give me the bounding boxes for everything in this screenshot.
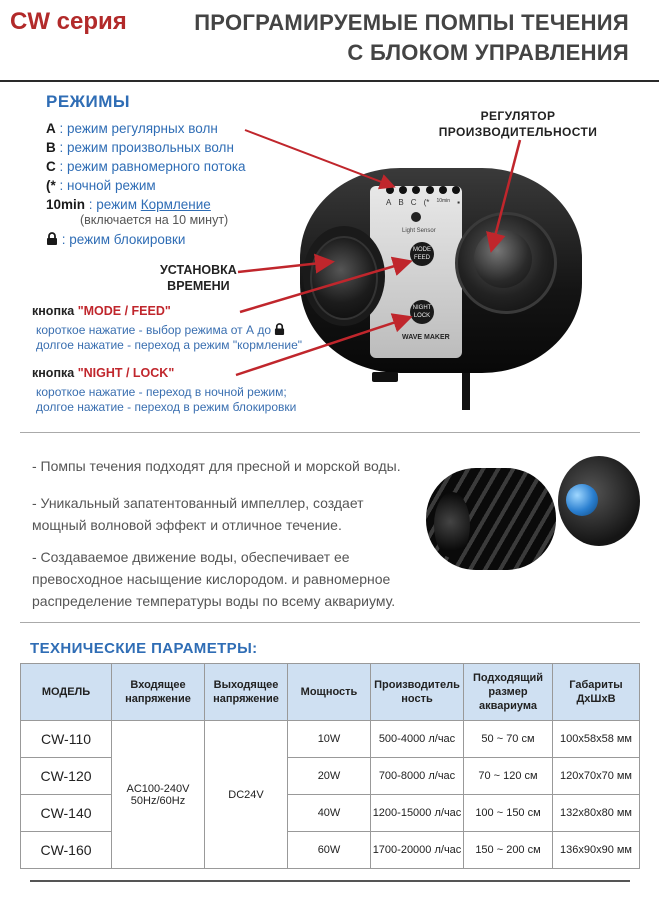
arrow <box>245 130 392 186</box>
prefix: кнопка <box>32 366 78 380</box>
arrow <box>492 140 520 248</box>
led-label: B <box>398 198 404 207</box>
cell-tank: 50 ~ 70 см <box>464 721 553 758</box>
cell-flow: 700-8000 л/час <box>371 758 464 795</box>
cell-dims: 132x80x80 мм <box>553 795 640 832</box>
modes-heading: РЕЖИМЫ <box>46 92 131 111</box>
cell-output-voltage: DC24V <box>205 721 288 869</box>
feature-3: - Создаваемое движение воды, обеспечивает ее превосходное насыщение кислородом. и равномерное распределение температуры воды по всему аквариуму. <box>32 549 396 609</box>
title-line-1: ПРОГРАМИРУЕМЫЕ ПОМПЫ ТЕЧЕНИЯ <box>194 10 629 35</box>
col-header: Выходящее напряжение <box>205 664 288 721</box>
annotation-arrows <box>0 0 659 440</box>
mode-key: 10min <box>46 197 86 212</box>
led-label: C <box>410 198 417 207</box>
mode-key: B <box>46 140 56 155</box>
feature-2: - Уникальный запатентованный импеллер, создает мощный волновой эффект и отличное течение. <box>32 495 364 533</box>
prefix: кнопка <box>32 304 78 318</box>
mode-feed-button[interactable]: MODE FEED <box>410 242 434 266</box>
cell-tank: 70 ~ 120 см <box>464 758 553 795</box>
col-header: Производитель ность <box>371 664 464 721</box>
series-title: CW серия <box>10 8 127 35</box>
mode-text: : режим блокировки <box>58 232 186 247</box>
cell-power: 20W <box>288 758 371 795</box>
cell-dims: 120x70x70 мм <box>553 758 640 795</box>
arrow <box>238 262 330 272</box>
cell-model: CW-120 <box>21 758 112 795</box>
table-row <box>21 721 640 758</box>
divider <box>30 880 630 882</box>
pump-ball-joint <box>566 484 598 516</box>
mode-text: : режим равномерного потока <box>55 159 246 174</box>
cell-input-voltage: AC100-240V 50Hz/60Hz <box>112 721 205 869</box>
divider <box>20 622 640 623</box>
cell-power: 10W <box>288 721 371 758</box>
cell-flow: 500-4000 л/час <box>371 721 464 758</box>
time-line-1: УСТАНОВКА <box>160 263 237 277</box>
regulator-line-1: РЕГУЛЯТОР <box>480 109 556 123</box>
regulator-line-2: ПРОИЗВОДИТЕЛЬНОСТИ <box>438 125 598 139</box>
pump-intake <box>434 492 470 558</box>
tech-heading: ТЕХНИЧЕСКИЕ ПАРАМЕТРЫ: <box>30 640 258 657</box>
spec-table <box>20 663 640 869</box>
mode-text: : режим произвольных волн <box>55 140 234 155</box>
time-line-2: ВРЕМЕНИ <box>167 279 230 293</box>
mode-long-press: долгое нажатие - переход а режим "кормление" <box>36 338 303 352</box>
button-name: "NIGHT / LOCK" <box>77 366 175 380</box>
led-label: 10min <box>436 198 451 204</box>
wave-maker-label: WAVE MAKER <box>402 334 450 341</box>
cell-model: CW-140 <box>21 795 112 832</box>
cell-power: 60W <box>288 832 371 869</box>
cell-tank: 100 ~ 150 см <box>464 795 553 832</box>
led-label: (* <box>423 198 430 207</box>
button-name: "MODE / FEED" <box>77 304 171 318</box>
cell-model: CW-160 <box>21 832 112 869</box>
light-sensor-label: Light Sensor <box>402 228 436 234</box>
mode-key: C <box>46 159 56 174</box>
arrow <box>236 318 408 375</box>
feature-1: - Помпы течения подходят для пресной и морской воды. <box>32 458 401 474</box>
cell-flow: 1700-20000 л/час <box>371 832 464 869</box>
night-short-press: короткое нажатие - переход в ночной режим; <box>36 385 287 399</box>
cell-tank: 150 ~ 200 см <box>464 832 553 869</box>
col-header: Входящее напряжение <box>112 664 205 721</box>
mode-key: (* <box>46 178 56 193</box>
cell-dims: 100x58x58 мм <box>553 721 640 758</box>
text: короткое нажатие - выбор режима от А до <box>36 323 271 337</box>
cell-model: CW-110 <box>21 721 112 758</box>
col-header: Подходящий размер аквариума <box>464 664 553 721</box>
night-long-press: долгое нажатие - переход в режим блокировки <box>36 400 297 414</box>
col-header: Габариты ДхШхВ <box>553 664 640 721</box>
feed-link: Кормление <box>140 197 211 212</box>
led-label: A <box>386 198 392 207</box>
title-line-2: С БЛОКОМ УПРАВЛЕНИЯ <box>347 40 629 65</box>
cell-flow: 1200-15000 л/час <box>371 795 464 832</box>
feed-note: (включается на 10 минут) <box>80 213 229 227</box>
col-header: Мощность <box>288 664 371 721</box>
mode-text: : режим регулярных волн <box>55 121 218 136</box>
mode-text: : режим <box>85 197 141 212</box>
cell-dims: 136x90x90 мм <box>553 832 640 869</box>
night-lock-button[interactable]: NIGHT LOCK <box>410 300 434 324</box>
divider <box>20 432 640 433</box>
mode-text: : ночной режим <box>55 178 156 193</box>
mode-key: A <box>46 121 56 136</box>
col-header: МОДЕЛЬ <box>21 664 112 721</box>
table-header-row <box>21 664 640 721</box>
lock-icon: ▪ <box>457 198 460 207</box>
cell-power: 40W <box>288 795 371 832</box>
